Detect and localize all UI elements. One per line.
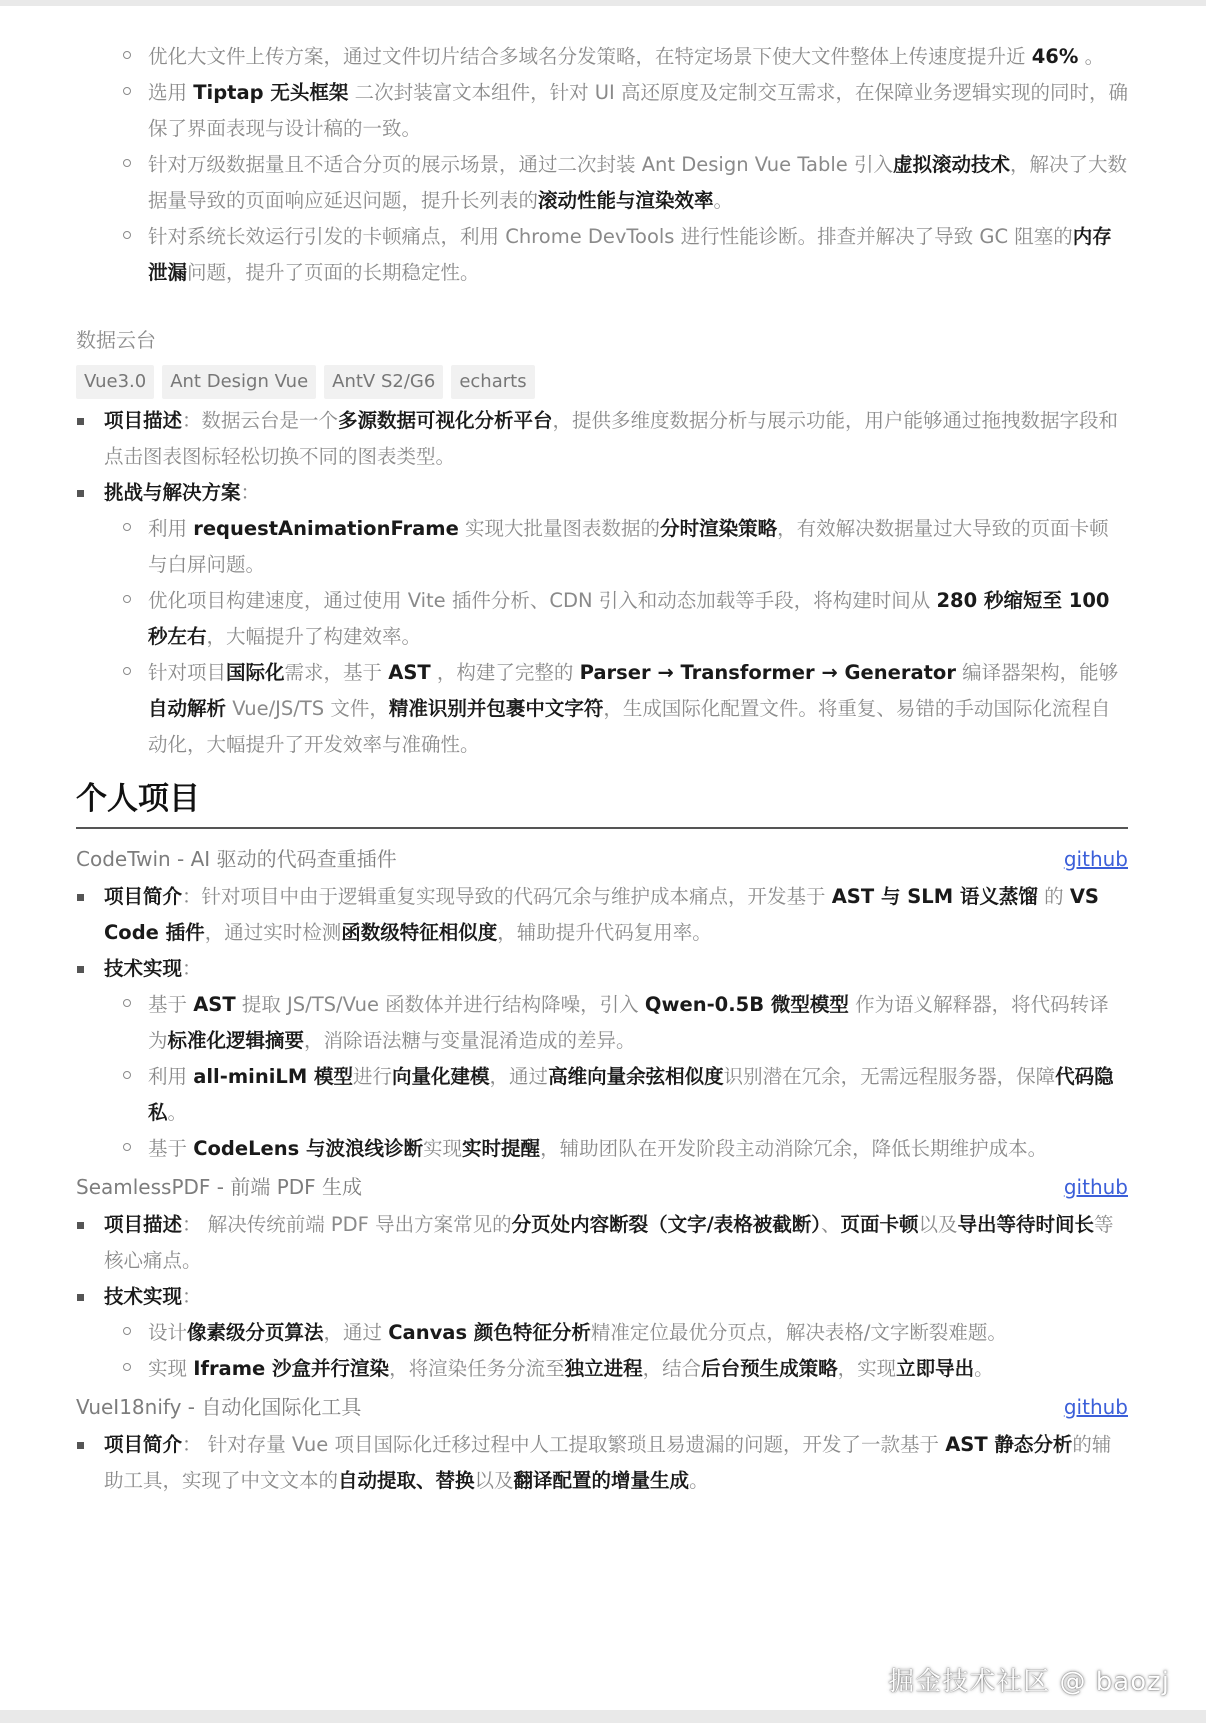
text-run: ，通过 — [323, 1321, 389, 1344]
project-list — [76, 1207, 1128, 1387]
text-run: ：针对项目中由于逻辑重复实现导致的代码冗余与维护成本痛点，开发基于 — [182, 885, 832, 908]
text-run: 实现 — [423, 1137, 463, 1160]
bold-text: 立即导出 — [896, 1357, 975, 1380]
github-link[interactable]: github — [1063, 1175, 1128, 1199]
item-text — [104, 1285, 202, 1308]
text-run: ，结合 — [642, 1357, 702, 1380]
list-item — [120, 1351, 1128, 1387]
bold-text: 标准化逻辑摘要 — [167, 1029, 305, 1052]
text-run: 实现大批量图表数据的 — [458, 517, 661, 540]
list-item — [120, 1315, 1128, 1351]
bold-text: VS Code 插件 — [104, 885, 1099, 944]
bold-text: 分时渲染策略 — [660, 517, 778, 540]
bold-text: 技术实现 — [104, 957, 183, 980]
project-block — [76, 1391, 1128, 1499]
list-item — [76, 1279, 1128, 1387]
text-run: ： — [182, 1285, 202, 1308]
github-link[interactable]: github — [1063, 1395, 1128, 1419]
list-item — [120, 511, 1128, 583]
bold-text: 国际化 — [226, 661, 285, 684]
text-run: 利用 — [148, 517, 194, 540]
item-text — [104, 957, 202, 980]
list-item — [120, 987, 1128, 1059]
list-item — [120, 1059, 1128, 1131]
list-item — [120, 39, 1128, 75]
project-block — [76, 843, 1128, 1167]
text-run: 设计 — [148, 1321, 188, 1344]
bold-text: 精准识别并包裹中文字符 — [388, 697, 604, 720]
project-header — [76, 1391, 1128, 1423]
project-title: 数据云台 — [76, 328, 156, 352]
text-run: 问题，提升了页面的长期稳定性。 — [187, 261, 480, 284]
bold-text: 后台预生成策略 — [701, 1357, 838, 1380]
bold-text: AST — [388, 661, 431, 684]
text-run: 以及 — [474, 1469, 514, 1492]
list-item — [76, 1427, 1128, 1499]
bold-text: 翻译配置的增量生成 — [513, 1469, 690, 1492]
text-run: 二次封装富文本组件，针对 UI 高还原度及定制交互需求，在保障业务逻辑实现的同时，确保了界面表现与设计稿的一致。 — [148, 81, 1128, 140]
text-run: 针对项目 — [148, 661, 227, 684]
text-run: 需求，基于 — [284, 661, 389, 684]
project-block — [76, 1171, 1128, 1387]
item-text — [104, 1213, 1114, 1272]
bold-text: 像素级分页算法 — [187, 1321, 324, 1344]
bold-text: AST — [193, 993, 236, 1016]
list-item — [76, 879, 1128, 951]
text-run: ，实现 — [837, 1357, 897, 1380]
bold-text: Tiptap 无头框架 — [193, 81, 349, 104]
bold-text: 挑战与解决方案 — [104, 481, 241, 504]
sub-list — [104, 1315, 1128, 1387]
personal-projects — [76, 843, 1128, 1499]
item-text — [104, 1433, 1111, 1492]
bold-text: 技术实现 — [104, 1285, 183, 1308]
bold-text: Qwen-0.5B 微型模型 — [644, 993, 849, 1016]
list-item — [120, 147, 1128, 219]
bold-text: 46% — [1031, 45, 1079, 68]
bold-text: 项目描述 — [104, 1213, 183, 1236]
list-item — [120, 75, 1128, 147]
bold-text: 多源数据可视化分析平台 — [338, 409, 553, 432]
text-run: ，生成国际化配置文件。将重复、易错的手动国际化流程自动化，大幅提升了开发效率与准确性。 — [148, 697, 1111, 756]
resume-content — [76, 6, 1128, 1499]
bold-text: CodeLens 与波浪线诊断 — [193, 1137, 424, 1160]
project-list — [76, 403, 1128, 763]
text-run: ，大幅提升了构建效率。 — [206, 625, 422, 648]
text-run: 基于 — [148, 1137, 194, 1160]
project-title: SeamlessPDF - 前端 PDF 生成 — [76, 1175, 363, 1199]
bold-text: requestAnimationFrame — [193, 517, 459, 540]
text-run: ，消除语法糖与变量混淆造成的差异。 — [304, 1029, 636, 1052]
bold-text: 向量化建模 — [392, 1065, 490, 1088]
text-run: ，通过实时检测 — [204, 921, 342, 944]
project-title: VueI18nify - 自动化国际化工具 — [76, 1395, 362, 1419]
list-item — [76, 1207, 1128, 1279]
text-run: 。 — [974, 1357, 994, 1380]
project-title: CodeTwin - AI 驱动的代码查重插件 — [76, 847, 397, 871]
bold-text: 滚动性能与渲染效率 — [538, 189, 714, 212]
sub-list — [104, 987, 1128, 1167]
text-run: 针对系统长效运行引发的卡顿痛点，利用 Chrome DevTools 进行性能诊断。排查并解决了导致 GC 阻塞的 — [148, 225, 1073, 248]
text-run: ，辅助团队在开发阶段主动消除冗余，降低长期维护成本。 — [540, 1137, 1048, 1160]
bold-text: 函数级特征相似度 — [341, 921, 498, 944]
text-run: ，提供多维度数据分析与展示功能，用户能够通过拖拽数据字段和点击图表图标轻松切换不同的图表类型。 — [104, 409, 1119, 468]
bold-text: 实时提醒 — [462, 1137, 541, 1160]
project-data-cloud — [76, 325, 1128, 763]
challenge-label — [104, 481, 260, 504]
challenge-list — [104, 511, 1128, 763]
text-run: Vue/JS/TS 文件， — [226, 697, 389, 720]
bold-text: 项目描述 — [104, 409, 183, 432]
text-run: ，解决了大数据量导致的页面响应延迟问题，提升长列表的 — [148, 153, 1127, 212]
resume-page — [0, 6, 1206, 1710]
text-run: ： 解决传统前端 PDF 导出方案常见的 — [182, 1213, 512, 1236]
project-list — [76, 1427, 1128, 1499]
bold-text: 代码隐私 — [148, 1065, 1114, 1124]
text-run: 精准定位最优分页点，解决表格/文字断裂难题。 — [590, 1321, 1007, 1344]
project-header — [76, 843, 1128, 875]
text-run: ： 针对存量 Vue 项目国际化迁移过程中人工提取繁琐且易遗漏的问题，开发了一款基于 — [182, 1433, 946, 1456]
text-run: 识别潜在冗余，无需远程服务器，保障 — [723, 1065, 1056, 1088]
list-item — [76, 475, 1128, 763]
bold-text: Parser → Transformer → Generator — [579, 661, 956, 684]
top-sub-list — [76, 39, 1128, 291]
text-run: 优化项目构建速度，通过使用 Vite 插件分析、CDN 引入和动态加载等手段，将构建时间从 — [148, 589, 937, 612]
bold-text: all-miniLM 模型 — [193, 1065, 354, 1088]
text-run: 以及 — [918, 1213, 958, 1236]
text-run: 。 — [167, 1101, 188, 1124]
bold-text: 自动提取、替换 — [338, 1469, 475, 1492]
text-run: 。 — [713, 189, 734, 212]
bold-text: 页面卡顿 — [840, 1213, 919, 1236]
text-run: 进行 — [353, 1065, 393, 1088]
text-run: 优化大文件上传方案，通过文件切片结合多域名分发策略，在特定场景下使大文件整体上传速度提升近 — [148, 45, 1032, 68]
list-item — [120, 1131, 1128, 1167]
text-run: ，将渲染任务分流至 — [389, 1357, 565, 1380]
text-run: ：数据云台是一个 — [182, 409, 339, 432]
text-run: 选用 — [148, 81, 194, 104]
bold-text: 内存泄漏 — [148, 225, 1112, 284]
bold-text: 项目简介 — [104, 1433, 183, 1456]
text-run: ，通过 — [489, 1065, 549, 1088]
tech-tags — [76, 365, 1128, 399]
text-run: 。 — [1078, 45, 1105, 68]
bold-text: AST 静态分析 — [945, 1433, 1073, 1456]
text-run: 等核心痛点。 — [104, 1213, 1114, 1272]
bold-text: 分页处内容断裂（文字/表格被截断） — [511, 1213, 821, 1236]
watermark: 掘金技术社区 @ baozj — [888, 1667, 1170, 1697]
text-run: 实现 — [148, 1357, 194, 1380]
bold-text: 独立进程 — [564, 1357, 643, 1380]
list-item — [76, 403, 1128, 475]
text-run: 针对万级数据量且不适合分页的展示场景，通过二次封装 Ant Design Vue Table 引入 — [148, 153, 893, 176]
item-text — [104, 885, 1099, 944]
github-link[interactable]: github — [1063, 847, 1128, 871]
text-run: 编译器架构，能够 — [955, 661, 1119, 684]
text-run: 的 — [1037, 885, 1070, 908]
text-run: ，构建了完整的 — [430, 661, 580, 684]
list-item — [120, 655, 1128, 763]
text-run: 、 — [820, 1213, 841, 1236]
bold-text: 高维向量余弦相似度 — [548, 1065, 724, 1088]
project-list — [76, 879, 1128, 1167]
bold-text: 虚拟滚动技术 — [892, 153, 1010, 176]
text-run: ，有效解决数据量过大导致的页面卡顿与白屏问题。 — [148, 517, 1109, 576]
tech-tag: AntV S2/G6 — [324, 365, 443, 399]
list-item — [120, 219, 1128, 291]
project-header — [76, 1171, 1128, 1203]
list-item — [76, 951, 1128, 1167]
bold-text: 导出等待时间长 — [957, 1213, 1095, 1236]
text-run: 基于 — [148, 993, 194, 1016]
text-run: 提取 JS/TS/Vue 函数体并进行结构降噪，引入 — [235, 993, 645, 1016]
text-run: ： — [182, 957, 202, 980]
tech-tag: echarts — [451, 365, 534, 399]
bold-text: Iframe 沙盒并行渲染 — [193, 1357, 390, 1380]
bold-text: 280 秒缩短至 100 秒左右 — [148, 589, 1110, 648]
text-run: ： — [240, 481, 261, 504]
text-run: 的辅助工具，实现了中文文本的 — [104, 1433, 1112, 1492]
list-item — [120, 583, 1128, 655]
tech-tag: Ant Design Vue — [162, 365, 316, 399]
bold-text: 项目简介 — [104, 885, 183, 908]
text-run: 作为语义解释器，将代码转译为 — [148, 993, 1109, 1052]
bold-text: AST 与 SLM 语义蒸馏 — [831, 885, 1038, 908]
text-run: 。 — [689, 1469, 709, 1492]
tech-tag: Vue3.0 — [76, 365, 154, 399]
text-run: ，辅助提升代码复用率。 — [497, 921, 712, 944]
text-run: 利用 — [148, 1065, 194, 1088]
bold-text: 自动解析 — [148, 697, 227, 720]
bold-text: Canvas 颜色特征分析 — [388, 1321, 591, 1344]
section-heading: 个人项目 — [76, 777, 1128, 829]
